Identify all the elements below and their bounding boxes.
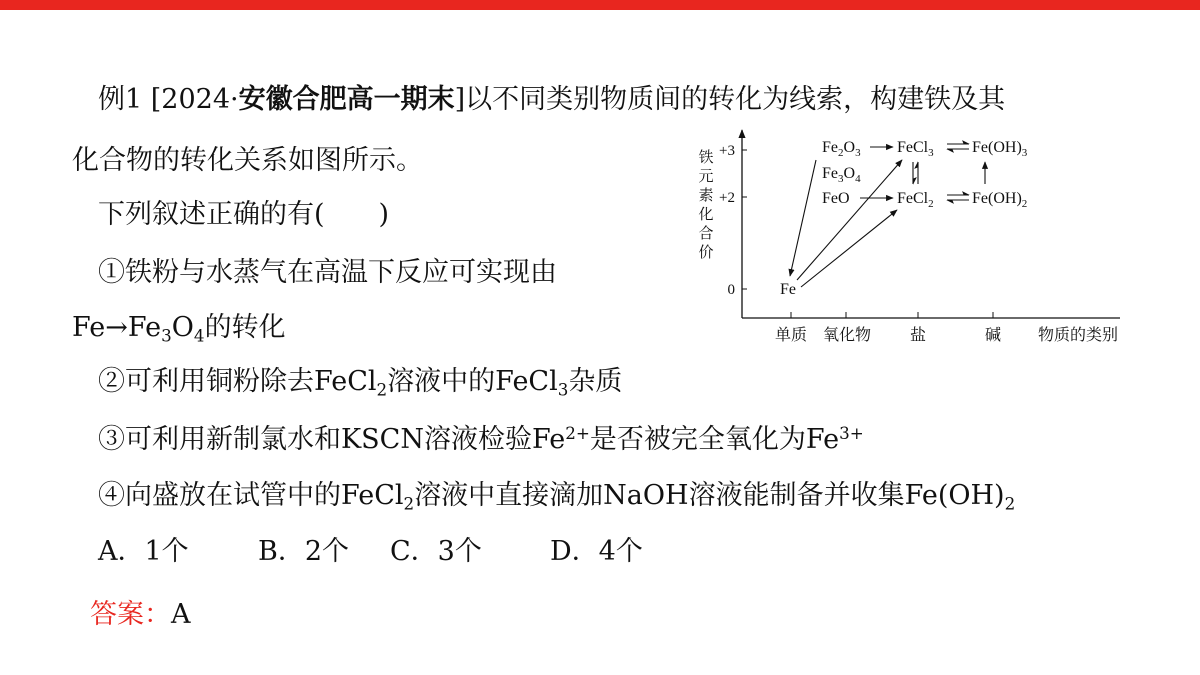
y-tick-label: +2	[719, 190, 735, 206]
species-fecl3: FeCl$_3$	[897, 139, 934, 159]
statement-text: ④向盛放在试管中的FeCl	[98, 480, 404, 511]
formula-part: O	[171, 312, 194, 343]
answer-label: 答案：	[90, 599, 171, 630]
option-a[interactable]: A．1个	[98, 536, 189, 567]
species-fe: Fe	[780, 281, 796, 298]
question-prompt: 下列叙述正确的有( )	[98, 199, 390, 230]
x-category-label: 碱	[984, 327, 1002, 344]
species-fe2o3: $Fe_2O_3$	[822, 139, 861, 159]
top-accent-bar	[0, 0, 1200, 10]
question-source: 安徽合肥高一期末	[238, 84, 455, 115]
statement-3	[98, 422, 864, 458]
question-stem-line1	[98, 82, 1005, 118]
species-feoh2: $Fe(OH)_2$	[972, 190, 1028, 210]
arrow-fe2o3-to-fe	[790, 160, 816, 276]
statement-text: 是否被完全氧化为Fe	[589, 424, 840, 455]
x-category-label: 盐	[909, 327, 927, 344]
answer-options	[98, 534, 698, 570]
statement-text: 溶液中的FeCl	[387, 366, 558, 397]
statement-text: 杂质	[568, 366, 623, 397]
subscript: 4	[193, 325, 205, 346]
y-axis-title-char: 价	[698, 245, 714, 261]
y-axis-title-char: 铁	[698, 150, 714, 166]
answer-value: A	[171, 599, 191, 630]
statement-1-line1: ①铁粉与水蒸气在高温下反应可实现由	[98, 257, 557, 288]
x-category-label: 氧化物	[822, 327, 872, 344]
statement-text: 的转化	[204, 312, 286, 343]
y-tick-label: +3	[719, 143, 735, 159]
y-axis-title-char: 合	[698, 226, 714, 242]
question-number: 例1 [2024·	[98, 84, 239, 115]
subscript: 2	[403, 493, 415, 514]
statement-text: ③可利用新制氯水和KSCN溶液检验Fe	[98, 424, 566, 455]
subscript: 2	[376, 379, 388, 400]
species-feo: FeO	[822, 190, 850, 207]
species-fe3o4: $Fe_3O_4$	[822, 165, 861, 185]
superscript: 3+	[839, 422, 864, 443]
subscript: 3	[161, 325, 172, 346]
species-fecl2: FeCl$_2$	[897, 190, 934, 210]
iron-conversion-diagram	[688, 122, 1138, 350]
x-category-label: 单质	[774, 327, 808, 344]
statement-4	[98, 478, 1015, 514]
option-d[interactable]: D．4个	[550, 536, 643, 567]
answer-line	[90, 597, 191, 633]
option-b[interactable]: B．2个	[258, 536, 350, 567]
y-axis-title-char: 元	[698, 169, 714, 185]
statement-1-line2	[72, 310, 286, 346]
superscript: 2+	[565, 422, 590, 443]
statement-text: 溶液中直接滴加NaOH溶液能制备并收集Fe(OH)	[414, 480, 1005, 511]
formula-part: Fe→Fe	[72, 312, 162, 343]
y-axis-title-char: 化	[698, 207, 714, 223]
question-stem-text: ]以不同类别物质间的转化为线索，构建铁及其	[454, 84, 1006, 115]
x-axis-title: 物质的类别	[1037, 327, 1119, 344]
species-feoh3: $Fe(OH)_3$	[972, 139, 1028, 159]
y-axis-title	[698, 149, 713, 261]
question-stem-line2: 化合物的转化关系如图所示。	[72, 145, 423, 176]
y-tick-label: 0	[727, 282, 735, 298]
option-c[interactable]: C．3个	[390, 536, 482, 567]
statement-2	[98, 364, 622, 400]
y-axis-title-char: 素	[698, 188, 714, 204]
arrow-fe-to-fecl2	[801, 210, 897, 287]
subscript: 3	[557, 379, 569, 400]
statement-text: ②可利用铜粉除去FeCl	[98, 366, 377, 397]
subscript: 2	[1004, 493, 1016, 514]
